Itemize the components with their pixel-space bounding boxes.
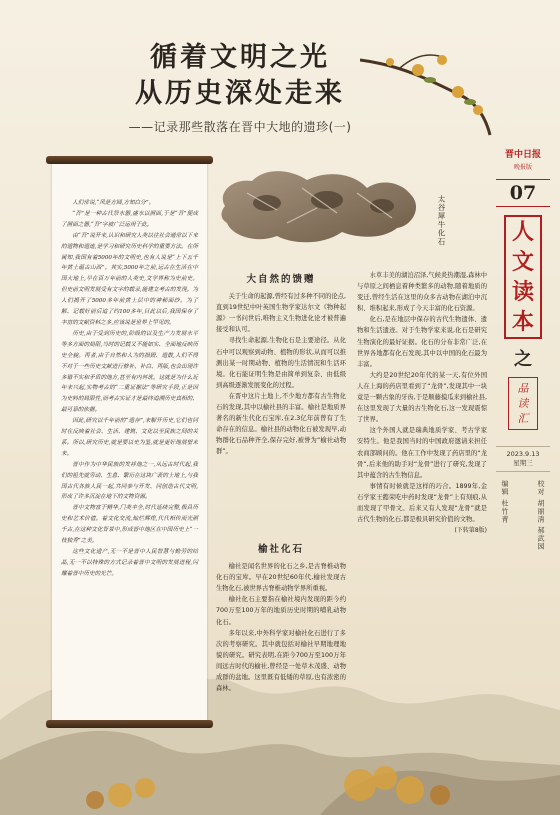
paragraph: 历史,由于受到历史的,阶级的以及生产力发展水平等多方面的局限,当时的记载又不能如实、全面地反映历史全貌。再者,由于自然和人为的损毁、遗散,人们不得不对于一些历史文献进行修补、补白、再版,也会出现许多错不实和矛盾的地方,甚至有内舛讹。这就是为什么近年来兴起,实物考古的“二重证据法”等研究手段,正是因为史料的局限性,而考古实证才是最终追溯历史真相的、最可靠的依据。 <box>61 330 198 414</box>
scroll-rod-bottom <box>46 720 213 728</box>
paragraph: 由“吾”说开来,认识和研究人类以往社会通常以下来的遗物和遗迹,是学习和研究历史科学的重要方法。在所属知,我国有着5000年的文明史,也有人说是“上下五千年黄土蕴古山西”。其实,5000年之前,远古在生活在中国大地上,早在百万年前的人类史,文学界称为史前史。但史前文明发展受有文字的载录,能建立考古的发现。为人们揭开了5000多年前黄土层中的神秘面纱。为了解、记载好前后追了约100多年,目此以后,我国保存了丰富的文献资料之多,应该说是世界上罕见的。 <box>61 232 198 326</box>
headline-block <box>40 40 440 135</box>
section-char: 文 <box>511 249 534 275</box>
paragraph: 榆社化石主要指在榆社境内发现的距今约700万至100万年的地质历史时期的哺乳动物化石。 <box>216 596 346 626</box>
column-seal <box>508 377 538 430</box>
paragraph: 因此,研究以千年前的“遗存”,来解开历史,它们也同时在反映着社会、生活、建筑、文化以至民族之间的关系。所以,研究历史,就是要以史为鉴,就是更好地展望未来。 <box>61 418 198 457</box>
article-column-right <box>357 270 487 536</box>
paragraph: 寻找生命起源,生物化石是主要途径。从化石中可以观察到动物、植物的形状,从而可以推测出某一时期动物、植物的生活情况和生活环境。化石能证明生物是由简单到复杂、由低级到高级逐渐发展变化的过程。 <box>216 337 346 389</box>
editor-credit: 编辑 杜竹青 <box>501 480 509 524</box>
headline-line-1: 循着文明之光 <box>150 42 330 73</box>
seal-char: 品 <box>517 382 529 395</box>
paragraph: 人们常说,“风是方圆,方知白分”。 <box>72 200 155 206</box>
headline-line-2: 从历史深处走来 <box>135 78 345 109</box>
paragraph: 化石,是在地层中保存的古代生物遗体、遗物和生活遗迹。对于生物学家来说,化石是研究生物演化的最好证据。化石的分布非常广泛,在世界各地都有化石发现,其中以中国的化石最为丰富。 <box>357 316 487 368</box>
section-heading-yushe-fossils: 榆社化石 <box>257 544 304 555</box>
section-char: 本 <box>511 309 534 335</box>
article-column-middle-lower <box>216 540 346 694</box>
fossil-caption: 太谷犀牛化石 <box>437 195 446 246</box>
section-connector: 之 <box>514 349 532 370</box>
seal-char: 汇 <box>517 412 529 425</box>
issue-date <box>496 446 550 472</box>
paragraph: 关于生命的起源,曾经有过多种不同的论点,直到19世纪中叶英国生物学家达尔文《物种起源》一书问世后,唯物主义生物进化论才被普遍接受和认可。 <box>216 293 346 334</box>
paragraph: 这个外国人就是瑞典地质学家、考古学家安特生。他是我国当时的中国政府邀请来担任农商部顾问的。他在工作中发现了药店里的“龙骨”,后来他的助手对“龙骨”进行了研究,发现了其中蕴含的古生物信息。 <box>357 427 487 479</box>
fossil-photo <box>207 148 432 260</box>
section-heading-nature-gift: 大自然的馈赠 <box>246 274 316 285</box>
section1-paragraphs <box>216 291 346 457</box>
headline-subtitle: ——记录那些散落在晋中大地的遗珍(一) <box>128 120 352 134</box>
article-column-middle <box>216 270 346 458</box>
right-column-paragraphs <box>357 270 487 525</box>
paragraph: 水草丰美的湖泊沼泽,气候炎热潮湿,森林中与草原之间栖息着种类繁多的动物,随着地质的变迁,曾经生活在这里的众多古动物在湖泊中沉积、堆积起来,形成了今天丰富的化石资源。 <box>357 272 487 313</box>
paragraph: “吾”是一种古代祭水器,盛水以照面,于是“吾”便成了照面之器,“吾”字被广泛运用于此。 <box>61 210 198 228</box>
scroll-text <box>52 162 207 580</box>
paragraph: 事情有时候就是这样的巧合。1899年,金石学家王懿荣吃中药时发现“龙骨”上有刻痕,从而发现了甲骨文。后来又有人发现“龙骨”就是古代生物的化石,都是极具研究价值的文物。 <box>357 482 487 524</box>
staff-credits <box>496 480 550 630</box>
seal-char: 读 <box>517 397 529 410</box>
proofreader-credit: 校对 胡丽清 郝武园 <box>537 480 545 551</box>
brand-logo: 晋中日报 <box>504 150 541 160</box>
masthead <box>496 150 550 650</box>
paragraph: 在晋中这片土地上,不少地方都有古生物化石的发现,其中以榆社县的丰富。榆社是地质界著名的新生代化石宝库,在2.3亿年前曾有了生命存在的信息。榆社县的动物化石被发现早,动物群化石品种齐全,保存完好,被誉为“榆社动物群”。 <box>216 392 346 456</box>
section2-paragraphs <box>216 561 346 694</box>
paragraph: 大约是20世纪20年代的某一天,有位外国人在上海的药店里看到了“龙骨”,发现其中一块竟是一颗古象的牙齿,于是顺藤摸瓜来到榆社县,在这里发现了大量的古生物化石,这一发现震惊了世界。 <box>357 371 487 424</box>
continue-note: (下转第8版) <box>454 527 487 535</box>
paragraph: 榆社是闻名世界的化石之乡,是古脊椎动物化石的宝库。早在20世纪60年代,榆社发现古生物化石,被世界古脊椎动物学界所重视。 <box>216 563 346 593</box>
paragraph: 这些文化遗产,无一不是晋中人民智慧与勤劳的结晶,无一不以特殊的方式记录着晋中文明的发展进程,闪耀着晋中历史的光芒。 <box>61 549 198 577</box>
paragraph: 晋中作为中华民族的发祥地之一,从远古时代起,我们的祖先就劳动、生息、繁衍在这块广袤的土地上,与我国古代各族人民一起,共同参与开发、同创造古代文明,形成了许多沉淀在地下的文物资源。 <box>61 461 198 501</box>
brand-edition: 晚报版 <box>513 164 532 171</box>
date-text: 2023.9.13 <box>506 450 540 458</box>
section-char: 人 <box>511 219 534 245</box>
weekday-text: 星期三 <box>513 459 533 467</box>
scroll-column <box>52 162 207 722</box>
section-char: 读 <box>511 279 534 305</box>
page-number: 07 <box>496 179 550 207</box>
scroll-rod-top <box>46 156 213 164</box>
paragraph: 晋中文物富于精华,门类丰全,时代延续完整,极具历史和艺术价值。着文化交流,灿烂辉煌,代代相传而光照千古,在这种文化背景中,形成晋中地区在中国历史上“一枝独秀”之美。 <box>61 505 198 545</box>
paragraph: 多年以来,中外科学家对榆社化石进行了多次的考察研究。其中就包括对榆社早期地理地貌的研究。研究表明,在距今700万至100万年间远古时代的榆社,曾经是一处草木茂盛、动物成群的盆地。这里既有低矮的草原,也有浓密的森林。 <box>216 629 346 693</box>
section-title <box>504 215 542 339</box>
